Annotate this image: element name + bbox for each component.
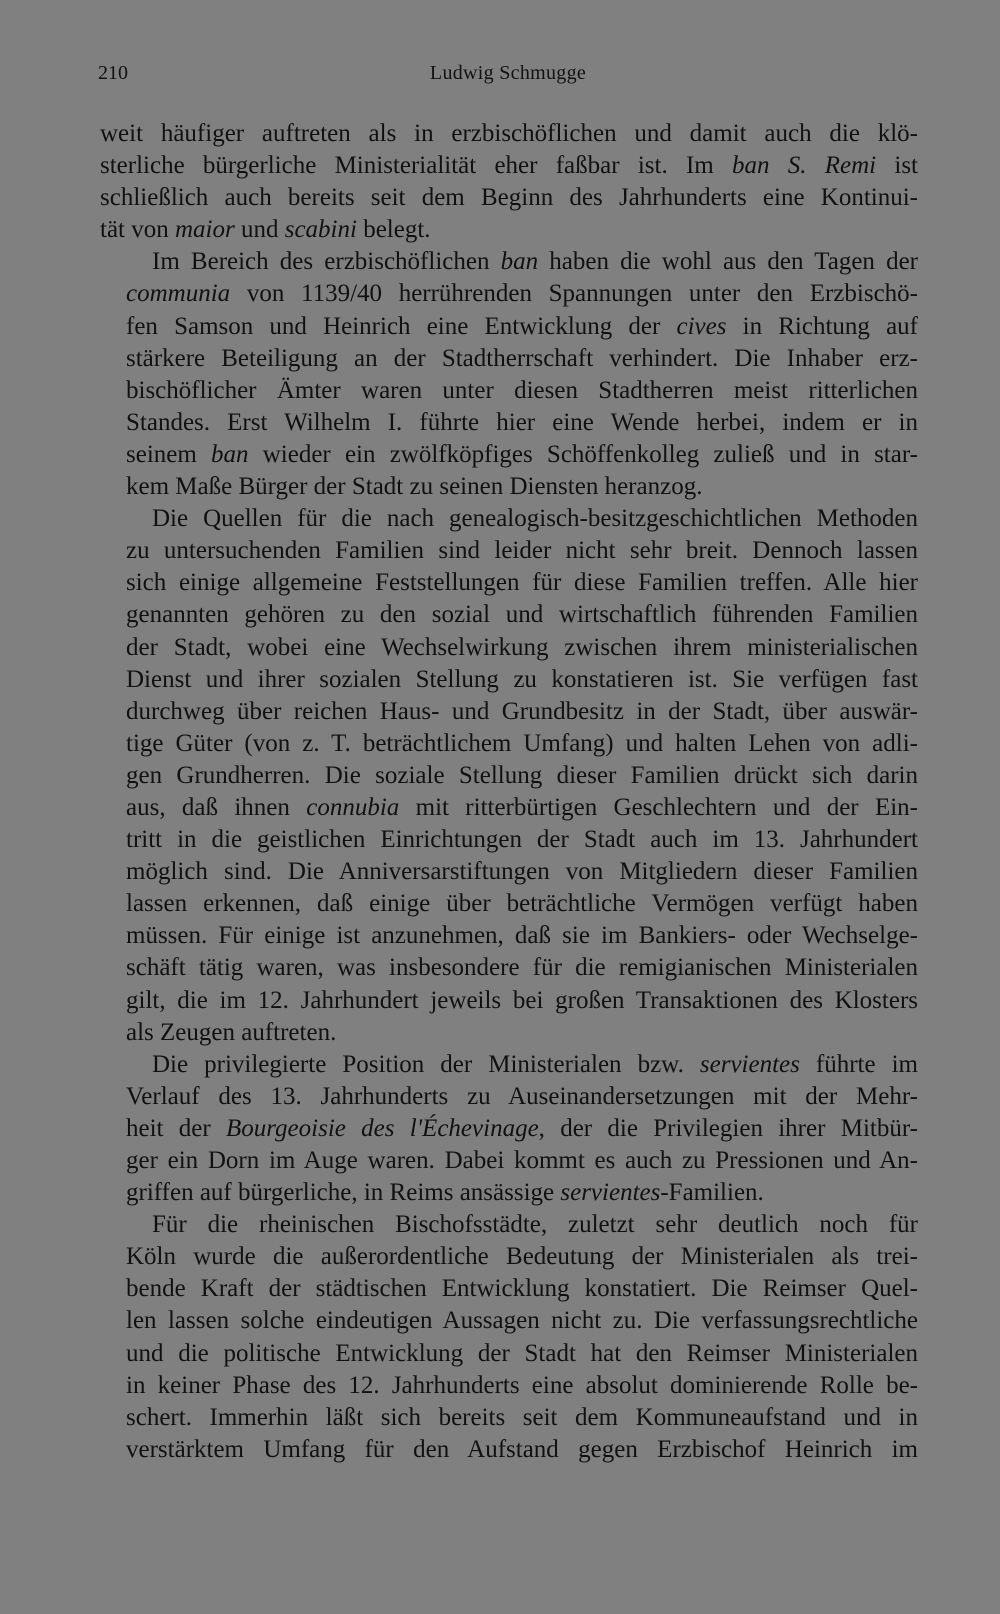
text-run: der Stadt, wobei eine Wechselwirkung zwischen ihrem ministerialischen xyxy=(126,633,918,661)
text-line xyxy=(100,567,918,599)
text-run: tige Güter (von z. T. beträchtlichem Umfang) und halten Lehen von adli- xyxy=(126,729,918,757)
text-line xyxy=(100,792,918,824)
text-run: tritt in die geistlichen Einrichtungen der Stadt auch im 13. Jahrhundert xyxy=(126,826,918,854)
text-line xyxy=(100,535,918,567)
text-run: heit der xyxy=(126,1114,226,1142)
text-line xyxy=(100,503,918,535)
text-line xyxy=(100,728,918,760)
text-line xyxy=(100,760,918,792)
text-line xyxy=(100,599,918,631)
text-line xyxy=(100,471,918,503)
text-line xyxy=(100,952,918,984)
text-run: Die Quellen für die nach genealogisch-besitzgeschichtlichen Methoden xyxy=(152,505,918,533)
text-run: kem Maße Bürger der Stadt zu seinen Diensten heranzog. xyxy=(126,473,703,501)
text-run: Die privilegierte Position der Ministerialen bzw. xyxy=(152,1050,700,1078)
text-run: haben die wohl aus den Tagen der xyxy=(538,248,919,276)
text-run: gilt, die im 12. Jahrhundert jeweils bei großen Transaktionen des Klosters xyxy=(126,986,918,1014)
text-line xyxy=(100,150,918,182)
text-run: durchweg über reichen Haus- und Grundbesitz in der Stadt, über auswär- xyxy=(126,697,918,725)
text-run: und xyxy=(234,216,285,244)
text-run: wieder ein zwölfköpfiges Schöffenkolleg zuließ und in star- xyxy=(248,440,918,468)
text-run: len lassen solche eindeutigen Aussagen nicht zu. Die verfassungsrechtliche xyxy=(126,1307,918,1335)
text-line xyxy=(100,824,918,856)
text-line xyxy=(100,1305,918,1337)
paragraph xyxy=(100,118,918,246)
text-line xyxy=(100,1017,918,1049)
text-line xyxy=(100,1434,918,1466)
text-run: lassen erkennen, daß einige über beträchtliche Vermögen verfügt haben xyxy=(126,890,918,918)
text-run: sich einige allgemeine Feststellungen für diese Familien treffen. Alle hier xyxy=(126,569,918,597)
text-run: griffen auf bürgerliche, in Reims ansässige xyxy=(126,1179,561,1207)
text-run: ist xyxy=(876,152,919,180)
paragraph xyxy=(100,1049,918,1209)
text-run: müssen. Für einige ist anzunehmen, daß sie im Bankiers- oder Wechselge- xyxy=(126,922,918,950)
text-line xyxy=(100,856,918,888)
text-line xyxy=(100,920,918,952)
text-run: Für die rheinischen Bischofsstädte, zuletzt sehr deutlich noch für xyxy=(152,1211,918,1239)
text-run: aus, daß ihnen xyxy=(126,793,307,821)
text-line xyxy=(100,375,918,407)
text-line xyxy=(100,278,918,310)
text-run: Verlauf des 13. Jahrhunderts zu Auseinandersetzungen mit der Mehr- xyxy=(126,1082,918,1110)
body-text xyxy=(100,118,918,1466)
text-run: belegt. xyxy=(356,216,431,244)
text-run: tät von xyxy=(100,216,175,244)
text-run: stärkere Beteiligung an der Stadtherrschaft verhindert. Die Inhaber erz- xyxy=(126,344,918,372)
text-line xyxy=(100,1049,918,1081)
paragraph xyxy=(100,1209,918,1466)
italic-term: Bourgeoisie des l'Échevinage xyxy=(225,1114,539,1142)
text-line xyxy=(100,343,918,375)
text-line xyxy=(100,985,918,1017)
text-run: bischöflicher Ämter waren unter diesen Stadtherren meist ritterlichen xyxy=(126,376,918,404)
italic-term: cives xyxy=(676,312,727,340)
text-line xyxy=(100,182,918,214)
text-run: , der die Privilegien ihrer Mitbür- xyxy=(538,1114,918,1142)
text-line xyxy=(100,246,918,278)
text-run: als Zeugen auftreten. xyxy=(126,1018,337,1046)
text-run: genannten gehören zu den sozial und wirtschaftlich führenden Familien xyxy=(126,601,918,629)
text-run: ger ein Dorn im Auge waren. Dabei kommt es auch zu Pressionen und An- xyxy=(126,1147,918,1174)
text-line xyxy=(100,1113,918,1145)
italic-term: servientes xyxy=(560,1179,661,1207)
text-run: bende Kraft der städtischen Entwicklung konstatiert. Die Reimser Quel- xyxy=(126,1275,918,1303)
text-line xyxy=(100,1273,918,1305)
italic-term: connubia xyxy=(306,793,400,821)
text-run: Dienst und ihrer sozialen Stellung zu konstatieren ist. Sie verfügen fast xyxy=(126,665,918,693)
text-run: sterliche bürgerliche Ministerialität eher faßbar ist. Im xyxy=(100,152,732,180)
text-line xyxy=(100,1370,918,1402)
text-run: seinem xyxy=(126,440,212,468)
italic-term: scabini xyxy=(284,216,357,244)
text-run: und die politische Entwicklung der Stadt hat den Reimser Ministerialen xyxy=(126,1339,918,1367)
page-number: 210 xyxy=(98,62,128,84)
italic-term: ban S. Remi xyxy=(731,152,877,180)
running-head-author: Ludwig Schmugge xyxy=(429,62,587,84)
italic-term: communia xyxy=(126,280,231,308)
text-run: in keiner Phase des 12. Jahrhunderts eine absolut dominierende Rolle be- xyxy=(126,1371,918,1399)
text-run: schert. Immerhin läßt sich bereits seit dem Kommuneaufstand und in xyxy=(126,1403,918,1431)
text-line xyxy=(100,407,918,439)
text-run: von 1139/40 herrührenden Spannungen unter den Erzbischö- xyxy=(230,280,918,308)
text-run: Standes. Erst Wilhelm I. führte hier eine Wende herbei, indem er in xyxy=(126,408,918,436)
text-run: in Richtung auf xyxy=(726,312,918,340)
text-line xyxy=(100,1241,918,1273)
text-line xyxy=(100,1177,918,1209)
text-line xyxy=(100,439,918,471)
text-line xyxy=(100,311,918,343)
running-head xyxy=(98,62,918,92)
text-run: -Familien. xyxy=(660,1179,764,1207)
text-line xyxy=(100,888,918,920)
text-line xyxy=(100,1209,918,1241)
text-line xyxy=(100,214,918,246)
text-run: mit ritterbürtigen Geschlechtern und der Ein- xyxy=(399,793,918,821)
text-run: fen Samson und Heinrich eine Entwicklung der xyxy=(126,312,677,340)
text-line xyxy=(100,664,918,696)
paragraph xyxy=(100,246,918,503)
italic-term: maior xyxy=(175,216,235,244)
text-line xyxy=(100,632,918,664)
text-run: Im Bereich des erzbischöflichen xyxy=(152,248,501,276)
text-line xyxy=(100,696,918,728)
italic-term: servientes xyxy=(699,1050,800,1078)
text-run: möglich sind. Die Anniversarstiftungen von Mitgliedern dieser Familien xyxy=(126,858,918,886)
italic-term: ban xyxy=(500,248,539,276)
text-line xyxy=(100,118,918,150)
text-line xyxy=(100,1145,918,1177)
text-run: weit häufiger auftreten als in erzbischöflichen und damit auch die klö- xyxy=(100,120,918,147)
text-line xyxy=(100,1402,918,1434)
text-run: gen Grundherren. Die soziale Stellung dieser Familien drückt sich darin xyxy=(126,761,918,789)
text-run: verstärktem Umfang für den Aufstand gegen Erzbischof Heinrich im xyxy=(126,1435,918,1463)
text-line xyxy=(100,1081,918,1113)
text-run: Köln wurde die außerordentliche Bedeutung der Ministerialen als trei- xyxy=(126,1243,918,1271)
italic-term: ban xyxy=(211,440,249,468)
text-run: schließlich auch bereits seit dem Beginn des Jahrhunderts eine Kontinui- xyxy=(100,184,918,212)
text-line xyxy=(100,1338,918,1370)
text-run: schäft tätig waren, was insbesondere für die remigianischen Ministerialen xyxy=(126,954,918,982)
text-run: zu untersuchenden Familien sind leider nicht sehr breit. Dennoch lassen xyxy=(126,537,918,565)
paragraph xyxy=(100,503,918,1049)
text-run: führte im xyxy=(799,1050,918,1078)
